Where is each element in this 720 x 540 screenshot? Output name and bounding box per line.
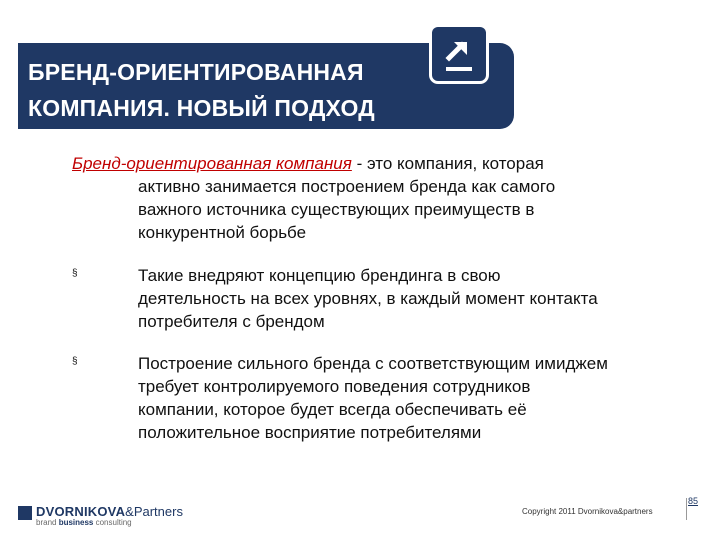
definition-text-4: конкурентной борьбе (138, 223, 307, 242)
definition-text-2: активно занимается построением бренда как самого (138, 177, 556, 196)
bullet-1-line-2: деятельность на всех уровнях, в каждый момент контакта (138, 289, 598, 308)
definition-text-3: важного источника существующих преимуществ в (138, 200, 535, 219)
definition-paragraph (72, 152, 672, 244)
bullet-2-line-4: положительное восприятие потребителями (138, 423, 482, 442)
bullet-1-line-1: Такие внедряют концепцию брендинга в свою (138, 266, 501, 285)
bullet-item-2 (138, 352, 698, 444)
slide-title-line-1: БРЕНД-ОРИЕНТИРОВАННАЯ (28, 59, 364, 85)
logo-tagline: brand business consulting (36, 518, 132, 527)
slide-title-line-2: КОМПАНИЯ. НОВЫЙ ПОДХОД (28, 95, 375, 121)
page-number: 85 (688, 496, 699, 506)
bullet-marker-2: § (72, 356, 78, 367)
page-divider (686, 498, 687, 520)
arrow-up-right-icon (432, 27, 486, 81)
bullet-marker-1: § (72, 268, 78, 279)
bullet-2-line-1: Построение сильного бренда с соответствующим имиджем (138, 354, 608, 373)
bullet-2-line-2: требует контролируемого поведения сотрудников (138, 377, 531, 396)
copyright-text: Copyright 2011 Dvornikova&partners (522, 507, 653, 516)
definition-term: Бренд-ориентированная компания (72, 154, 352, 173)
slide-title (28, 54, 375, 126)
logo-mark (18, 506, 32, 520)
arrow-badge (432, 27, 486, 81)
bullet-2-line-3: компании, которое будет всегда обеспечивать её (138, 400, 527, 419)
bullet-1-line-3: потребителя с брендом (138, 312, 325, 331)
logo-wordmark: DVORNIKOVA&Partners (36, 504, 183, 519)
bullet-item-1 (138, 264, 698, 333)
definition-text-1: - это компания, которая (351, 154, 544, 173)
